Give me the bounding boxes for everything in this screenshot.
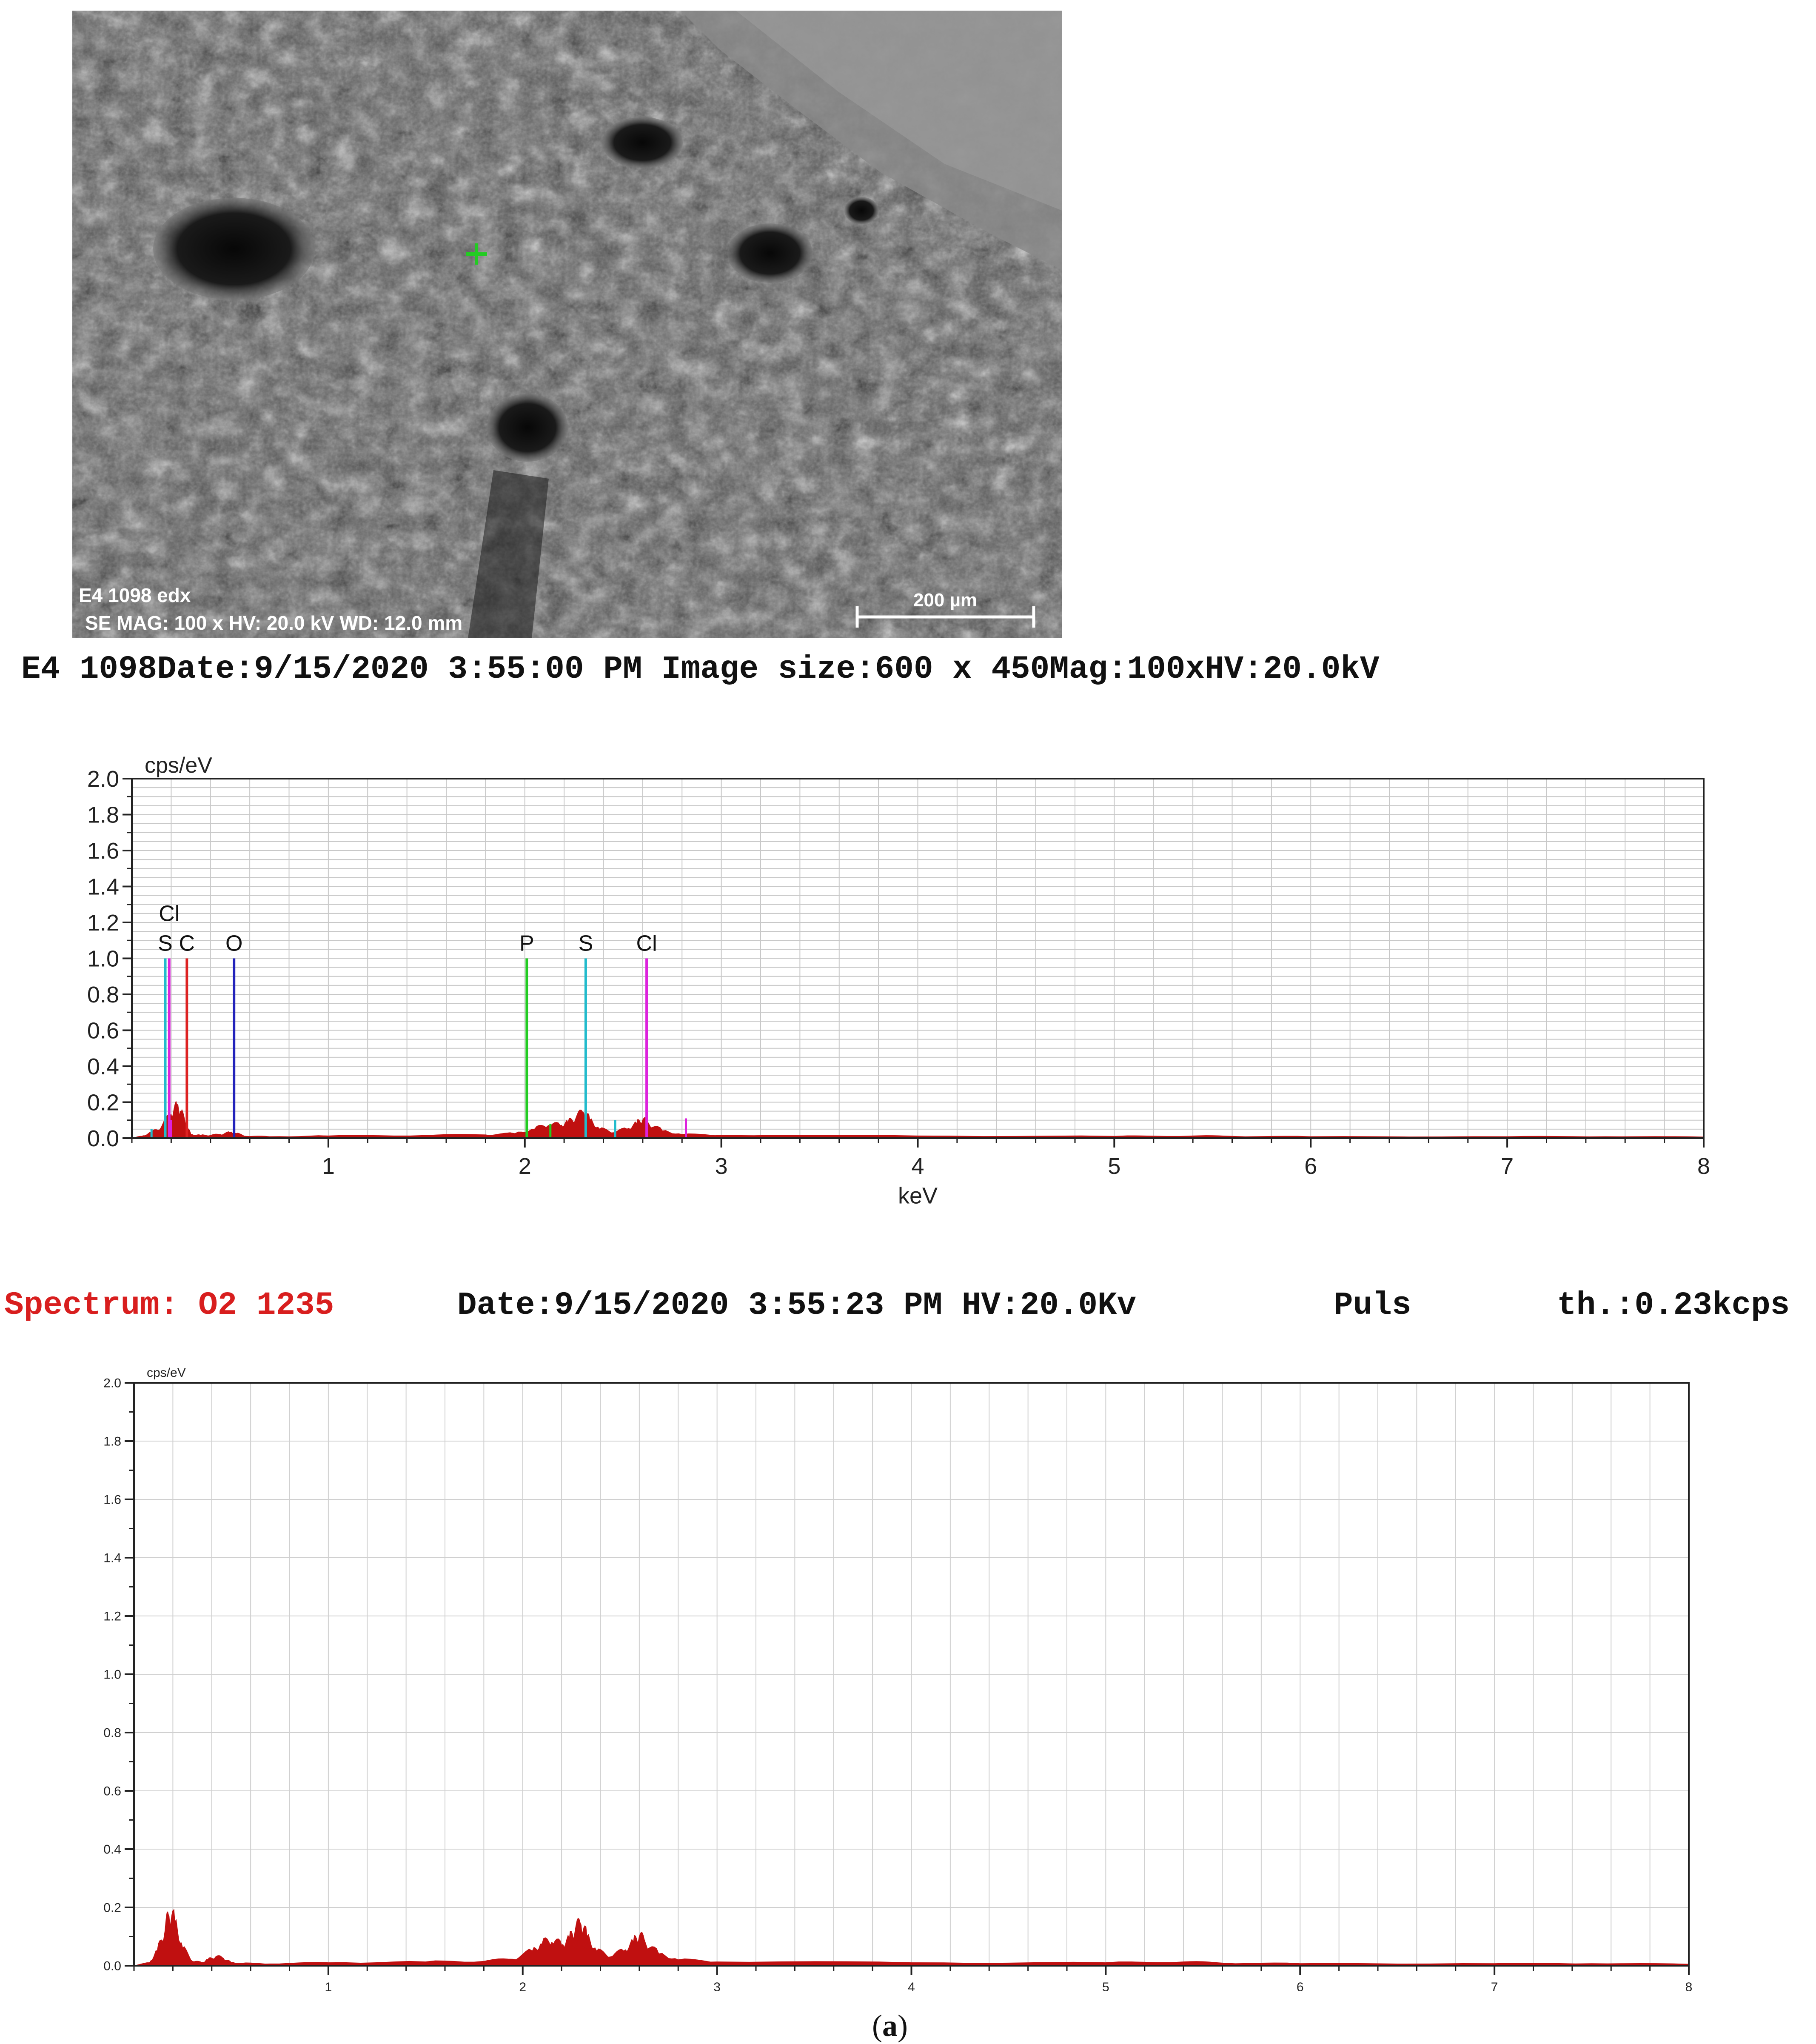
y-tick-label: 0.0 [103, 1959, 121, 1973]
pore [487, 394, 568, 462]
x-tick-label: 5 [1102, 1980, 1109, 1991]
y-tick-label: 1.4 [87, 874, 119, 900]
sem-overlay-line2: SE MAG: 100 x HV: 20.0 kV WD: 12.0 mm [85, 612, 463, 634]
y-tick-label: 1.0 [103, 1667, 121, 1682]
peak-label-cl: Cl [159, 901, 180, 926]
y-tick-label: 0.8 [103, 1726, 121, 1740]
x-tick-label: 3 [713, 1980, 721, 1991]
y-tick-label: 0.0 [87, 1125, 119, 1151]
spectrum-date: Date:9/15/2020 3:55:23 PM HV:20.0Kv [457, 1287, 1137, 1324]
spectrum-label: Spectrum: O2 1235 [4, 1287, 334, 1324]
x-tick-label: 7 [1491, 1980, 1498, 1991]
x-tick-label: 8 [1697, 1153, 1711, 1179]
y-tick-label: 0.2 [87, 1090, 119, 1116]
x-tick-label: 2 [518, 1153, 531, 1179]
y-tick-label: 1.8 [87, 802, 119, 828]
edx-spectrum-chart-1 [0, 740, 1816, 1234]
peak-label-o: O [225, 931, 243, 956]
y-tick-label: 1.6 [87, 838, 119, 864]
peak-label-c: C [179, 931, 195, 956]
pore [844, 197, 878, 224]
scale-bar-label: 200 µm [913, 590, 978, 611]
y-tick-label: 1.6 [103, 1493, 121, 1507]
y-axis-label: cps/eV [147, 1366, 186, 1380]
pore [153, 198, 315, 300]
x-tick-label: 1 [325, 1980, 332, 1991]
x-tick-label: 5 [1108, 1153, 1121, 1179]
pore [727, 223, 812, 283]
sem-overlay-line1: E4 1098 edx [79, 584, 191, 606]
peak-label-s: S [578, 931, 593, 956]
y-tick-label: 1.4 [103, 1551, 121, 1565]
pore [602, 117, 683, 168]
edx-spectrum-chart-2 [0, 1353, 1816, 1991]
x-tick-label: 6 [1304, 1153, 1317, 1179]
figure-caption: (a) [872, 2009, 908, 2043]
y-tick-label: 1.0 [87, 946, 119, 972]
x-tick-label: 4 [911, 1153, 924, 1179]
image-info-line: E4 1098Date:9/15/2020 3:55:00 PM Image size:600 x 450Mag:100xHV:20.0kV [21, 651, 1380, 688]
y-tick-label: 1.2 [87, 910, 119, 936]
x-tick-label: 2 [519, 1980, 527, 1991]
peak-label-p: P [519, 931, 534, 956]
x-tick-label: 3 [715, 1153, 728, 1179]
x-axis-label: keV [898, 1183, 938, 1209]
x-tick-label: 7 [1501, 1153, 1514, 1179]
y-tick-label: 2.0 [87, 766, 119, 792]
y-tick-label: 1.2 [103, 1609, 121, 1624]
y-tick-label: 0.6 [103, 1784, 121, 1798]
peak-label-s: S [158, 931, 173, 956]
x-tick-label: 6 [1296, 1980, 1304, 1991]
y-tick-label: 0.4 [87, 1053, 119, 1079]
x-tick-label: 4 [908, 1980, 915, 1991]
spectrum-puls: Puls [1334, 1287, 1411, 1324]
spectrum-threshold: th.:0.23kcps [1557, 1287, 1790, 1324]
y-tick-label: 0.2 [103, 1901, 121, 1915]
y-tick-label: 0.6 [87, 1018, 119, 1044]
peak-label-cl: Cl [636, 931, 657, 956]
y-axis-label: cps/eV [145, 753, 212, 778]
y-tick-label: 1.8 [103, 1434, 121, 1449]
y-tick-label: 2.0 [103, 1376, 121, 1390]
x-tick-label: 1 [322, 1153, 335, 1179]
y-tick-label: 0.8 [87, 982, 119, 1008]
x-tick-label: 8 [1685, 1980, 1693, 1991]
sem-micrograph [72, 11, 1062, 638]
y-tick-label: 0.4 [103, 1842, 121, 1857]
